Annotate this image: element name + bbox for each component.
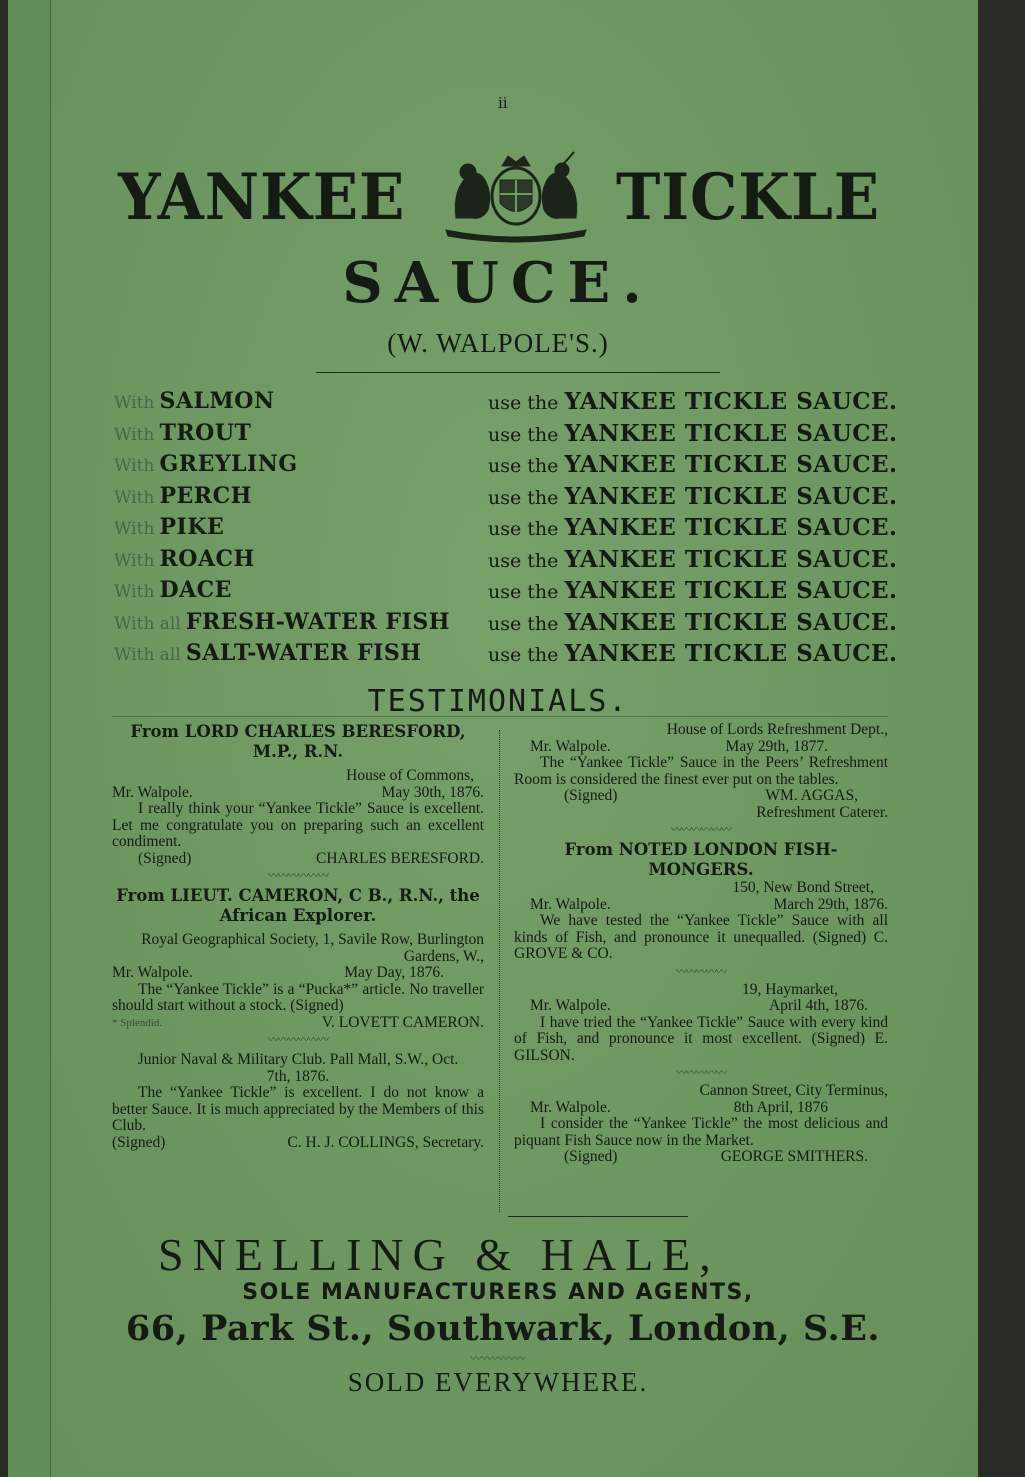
- testimonial-place: Royal Geographical Society, 1, Savile Row, Burlington Gardens, W.,: [141, 931, 484, 965]
- fish-row: With SALMON use the YANKEE TICKLE SAUCE.: [114, 388, 898, 415]
- testimonial-body: The “Yankee Tickle” is a “Pucka*” article. No traveller should start without a stock. (Signed): [112, 980, 484, 1014]
- testimonial-signer: WM. AGGAS,: [765, 787, 858, 804]
- testimonial-signer: V. LOVETT CAMERON.: [321, 1013, 484, 1031]
- fish-list: [114, 388, 904, 672]
- testimonials-rule: [112, 716, 888, 717]
- firm-role: SOLE MANUFACTURERS AND AGENTS,: [242, 1280, 754, 1305]
- book-spine-edge: [8, 0, 51, 1477]
- testimonial-place: House of Commons,: [346, 767, 474, 784]
- fish-row: With all SALT-WATER FISH use the YANKEE TICKLE SAUCE.: [114, 640, 898, 667]
- testimonial-addressee: Mr. Walpole.: [530, 1098, 611, 1116]
- testimonial-addressee: Mr. Walpole.: [112, 964, 193, 981]
- testimonial-heading: From LORD CHARLES BERESFORD, M.P., R.N.: [130, 722, 466, 761]
- signer-title: Refreshment Caterer.: [756, 803, 888, 821]
- title-tickle: TICKLE: [616, 160, 881, 235]
- page-number: ii: [498, 94, 508, 112]
- testimonial-date: 8th April, 1876: [733, 1098, 828, 1116]
- advertisement-page: [8, 0, 978, 1477]
- testimonial-date: April 4th, 1876.: [768, 997, 868, 1014]
- fish-row: With GREYLING use the YANKEE TICKLE SAUCE.: [114, 451, 898, 478]
- title-yankee: YANKEE: [118, 160, 406, 235]
- testimonial-body: I consider the “Yankee Tickle” the most delicious and piquant Fish Sauce now in the Market.: [514, 1115, 888, 1149]
- fish-row: With PIKE use the YANKEE TICKLE SAUCE.: [114, 514, 898, 541]
- testimonial-date: May 29th, 1877.: [725, 737, 828, 755]
- firm-name: SNELLING & HALE,: [158, 1229, 720, 1280]
- testimonial-heading: From LIEUT. CAMERON, C B., R.N., the African Explorer.: [116, 886, 480, 925]
- signed-label: (Signed): [138, 849, 192, 867]
- wavy-divider: 〰〰〰〰〰〰: [268, 1034, 328, 1046]
- testimonial-heading: From NOTED LONDON FISH-MONGERS.: [564, 840, 838, 879]
- signed-label: (Signed): [564, 1148, 618, 1165]
- testimonial-addressee: Mr. Walpole.: [112, 783, 193, 801]
- signed-label: (Signed): [112, 1133, 166, 1151]
- testimonials-left-column: [112, 722, 484, 1151]
- title-sauce: SAUCE.: [342, 250, 654, 316]
- testimonial-signer: C. H. J. COLLINGS, Secretary.: [287, 1133, 484, 1151]
- testimonial-addressee: Mr. Walpole.: [530, 737, 611, 755]
- testimonial-addressee: Mr. Walpole.: [530, 997, 611, 1014]
- testimonial-body: The “Yankee Tickle” Sauce in the Peers’ Refreshment Room is considered the finest ever put on the tables.: [514, 754, 888, 788]
- column-divider: [499, 730, 500, 1212]
- wavy-divider: 〰〰〰〰〰: [676, 1067, 726, 1079]
- wavy-divider: 〰〰〰〰〰〰: [671, 824, 731, 836]
- sold-everywhere: SOLD EVERYWHERE.: [347, 1367, 649, 1397]
- wavy-divider: 〰〰〰〰〰〰: [268, 870, 328, 882]
- fish-row: With TROUT use the YANKEE TICKLE SAUCE.: [114, 419, 898, 447]
- fish-row: With PERCH use the YANKEE TICKLE SAUCE.: [114, 482, 898, 510]
- fish-row: With ROACH use the YANKEE TICKLE SAUCE.: [114, 545, 898, 573]
- testimonial-body: The “Yankee Tickle” is excellent. I do not know a better Sauce. It is much appreciated by the Members of this Club.: [112, 1084, 484, 1134]
- firm-address: 66, Park St., Southwark, London, S.E.: [125, 1308, 881, 1349]
- testimonials-heading: TESTIMONIALS.: [367, 684, 629, 719]
- testimonial-place: 150, New Bond Street,: [732, 879, 874, 896]
- signed-label: (Signed): [564, 787, 618, 804]
- testimonials-end-rule: [508, 1216, 688, 1217]
- fish-row: With all FRESH-WATER FISH use the YANKEE TICKLE SAUCE.: [114, 608, 898, 636]
- testimonial-place: 19, Haymarket,: [742, 980, 838, 998]
- title-rule: [316, 372, 720, 373]
- testimonial-date: May 30th, 1876.: [381, 783, 484, 801]
- testimonial-body: I have tried the “Yankee Tickle” Sauce with every kind of Fish, and pronounce it most excellent. (Signed) E. GILSON.: [514, 1013, 888, 1064]
- wavy-divider: 〰〰〰〰〰: [470, 1352, 526, 1365]
- testimonial-body: We have tested the “Yankee Tickle” Sauce with all kinds of Fish, and pronounce it unequalled. (Signed) C. GROVE & CO.: [514, 912, 888, 962]
- testimonial-date: May Day, 1876.: [344, 964, 444, 981]
- testimonial-date: March 29th, 1876.: [773, 895, 888, 913]
- testimonial-addressee: Mr. Walpole.: [530, 895, 611, 913]
- footnote: * Splendid.: [112, 1016, 163, 1029]
- royal-crest-icon: [436, 148, 596, 243]
- testimonial-signer: CHARLES BERESFORD.: [316, 849, 484, 867]
- testimonials-right-column: [514, 722, 888, 1166]
- testimonial-body: I really think your “Yankee Tickle” Sauce is excellent. Let me congratulate you on preparing such an excellent condiment.: [112, 800, 484, 850]
- title-row: [108, 148, 888, 243]
- testimonial-signer: GEORGE SMITHERS.: [720, 1148, 868, 1165]
- maker-name: (W. WALPOLE'S.): [387, 328, 609, 358]
- testimonial-place: Junior Naval & Military Club. Pall Mall, S.W., Oct. 7th, 1876.: [137, 1051, 459, 1085]
- fish-row: With DACE use the YANKEE TICKLE SAUCE.: [114, 577, 898, 604]
- testimonial-place: Cannon Street, City Terminus,: [699, 1082, 888, 1099]
- testimonial-place: House of Lords Refreshment Dept.,: [666, 721, 888, 738]
- wavy-divider: 〰〰〰〰〰: [676, 965, 726, 978]
